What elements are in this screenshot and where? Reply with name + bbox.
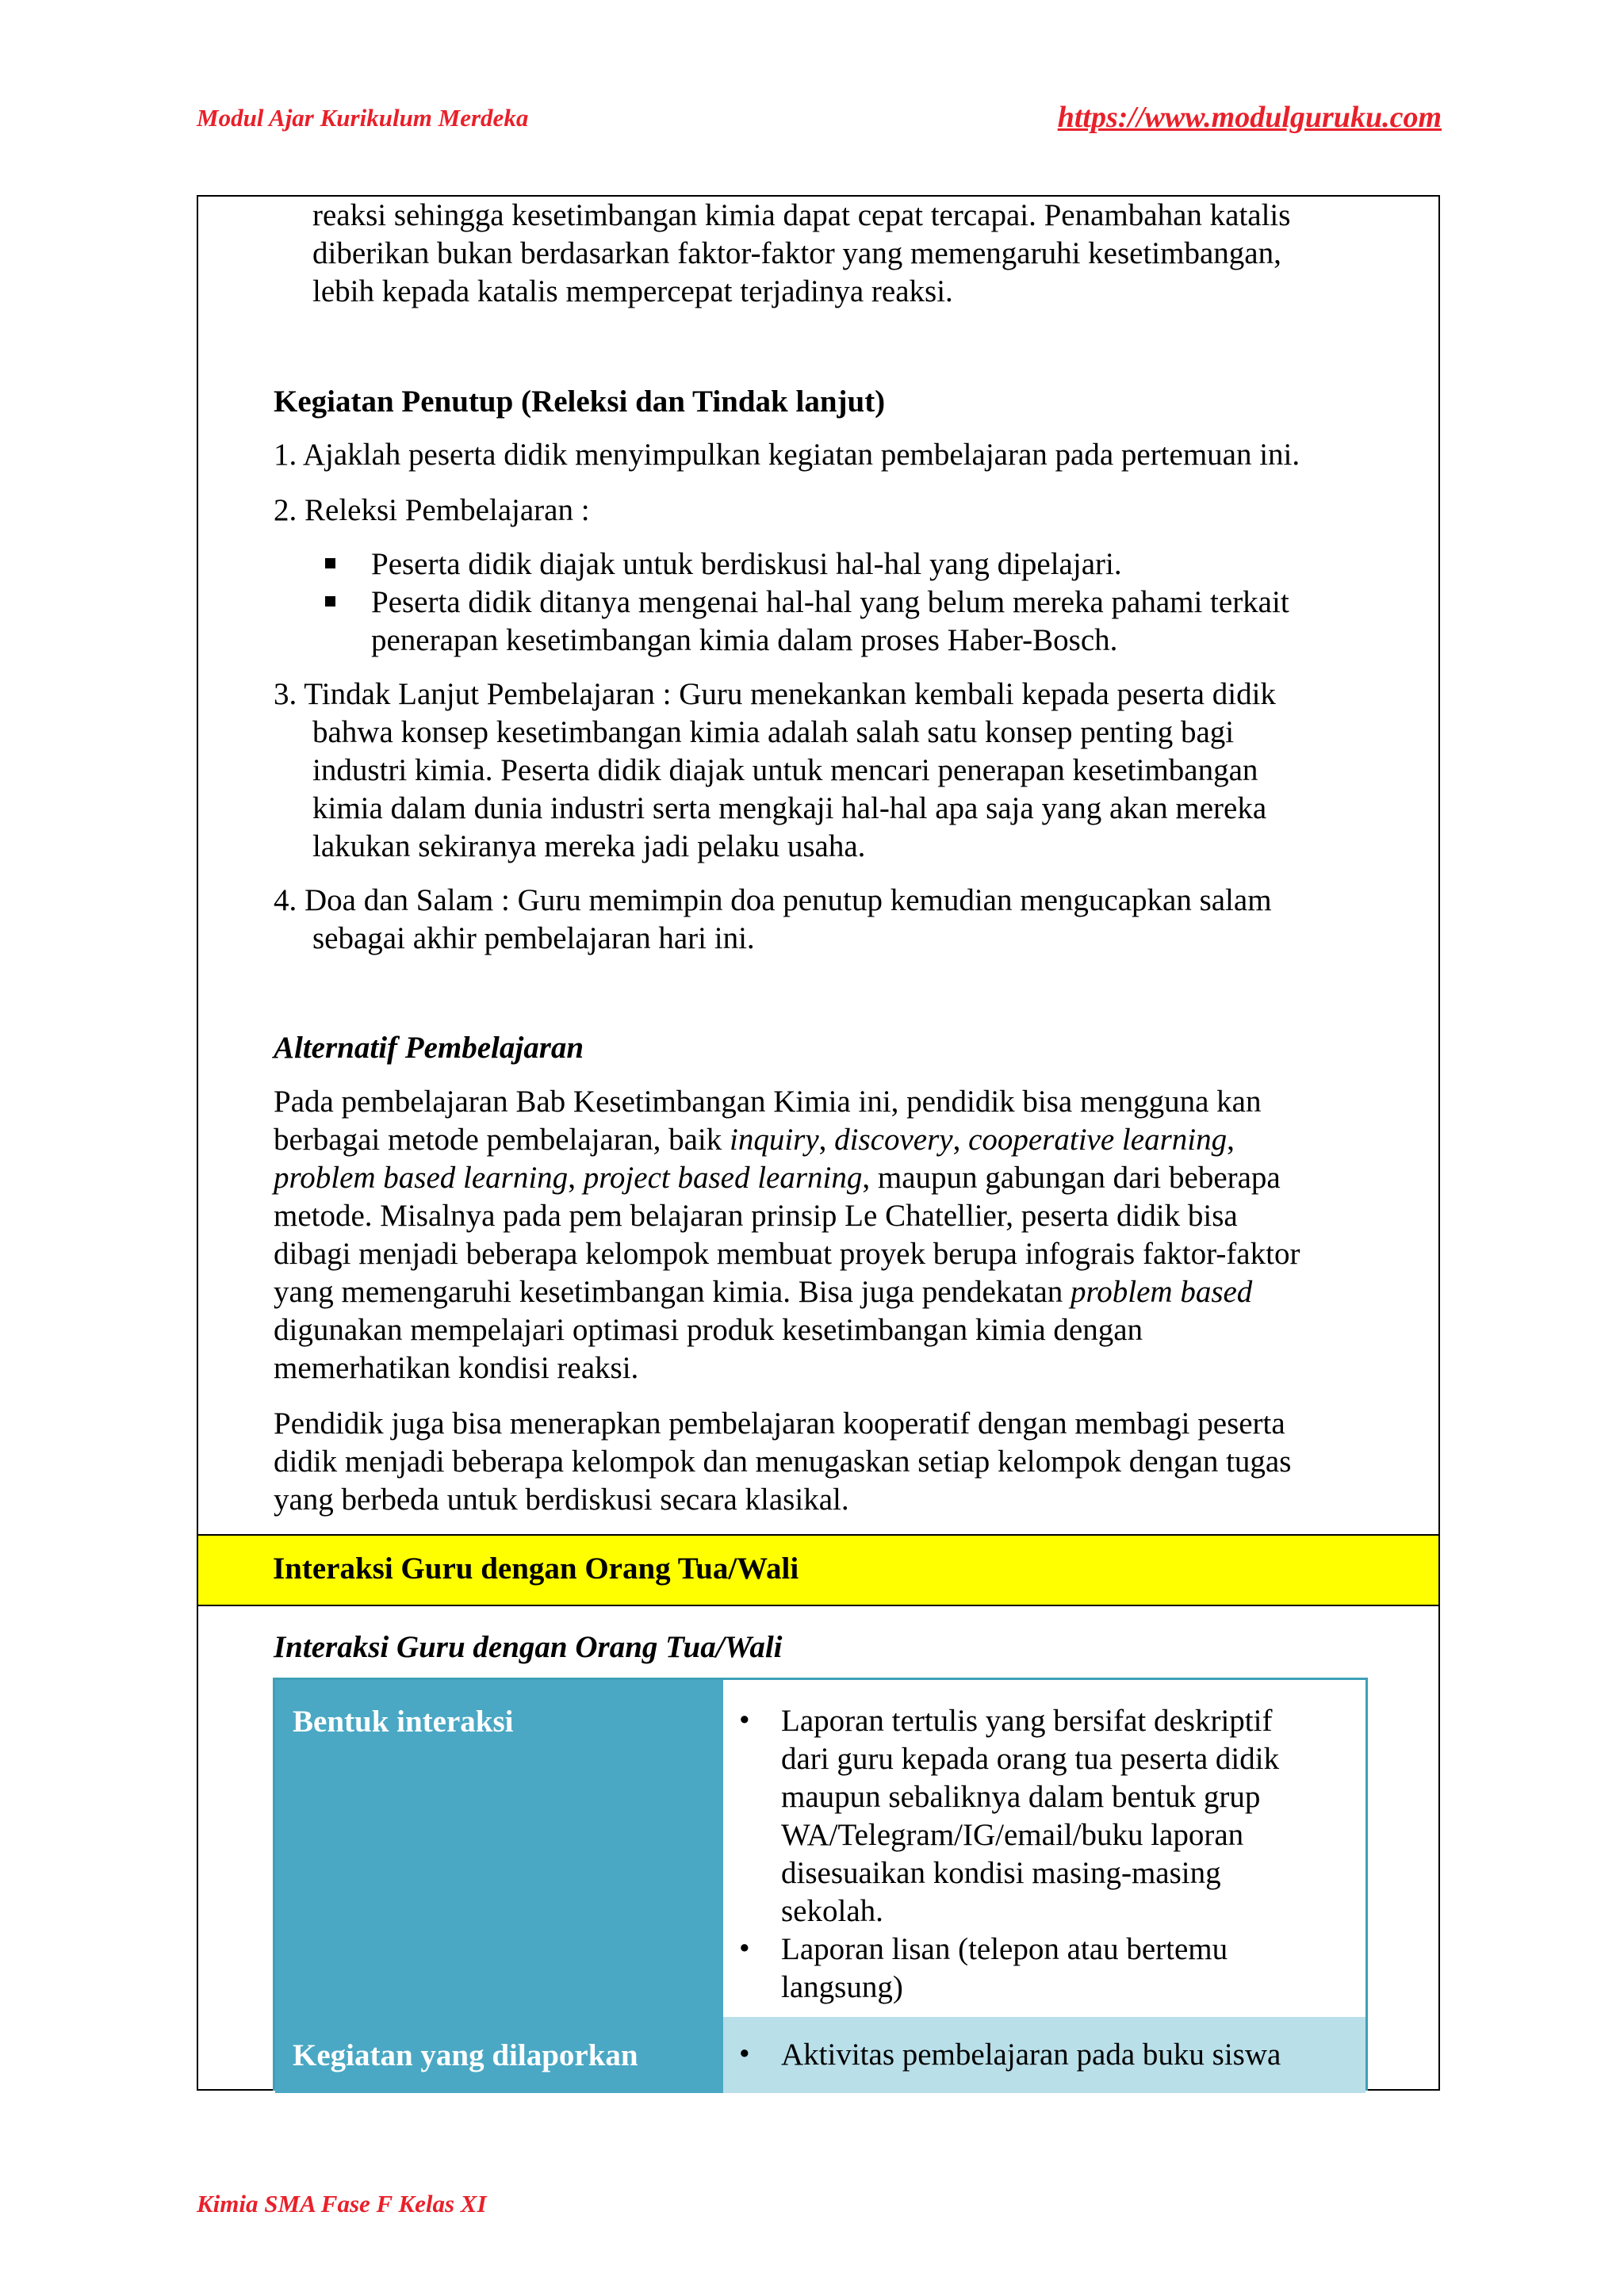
alternatif-p1-line: problem based learning, project based learning, maupun gabungan dari beberapa — [274, 1161, 1281, 1195]
penutup-bullet-1: Peserta didik diajak untuk berdiskusi hal-hal yang dipelajari. — [371, 547, 1122, 581]
interaksi-band-title: Interaksi Guru dengan Orang Tua/Wali — [273, 1552, 799, 1586]
bullet-icon: • — [739, 2037, 750, 2071]
bullet-icon: • — [739, 1703, 750, 1737]
penutup-heading: Kegiatan Penutup (Releksi dan Tindak lanjut) — [274, 385, 886, 419]
table-bullet-line: sekolah. — [781, 1894, 883, 1928]
alternatif-heading: Alternatif Pembelajaran — [274, 1031, 584, 1065]
penutup-item-3-line: lakukan sekiranya mereka jadi pelaku usaha. — [312, 829, 866, 863]
alternatif-p2-line: didik menjadi beberapa kelompok dan menugaskan setiap kelompok dengan tugas — [274, 1445, 1292, 1479]
alternatif-p1-line: Pada pembelajaran Bab Kesetimbangan Kimia ini, pendidik bisa mengguna kan — [274, 1085, 1262, 1119]
intro-line: lebih kepada katalis mempercepat terjadinya reaksi. — [312, 274, 953, 308]
bullet-icon: • — [739, 1931, 750, 1965]
square-bullet-icon — [325, 596, 335, 607]
table-row-label: Kegiatan yang dilaporkan — [293, 2038, 638, 2072]
intro-line: diberikan bukan berdasarkan faktor-faktor yang memengaruhi kesetimbangan, — [312, 236, 1281, 270]
alternatif-p1-line: dibagi menjadi beberapa kelompok membuat proyek berupa infograis faktor-faktor — [274, 1237, 1300, 1271]
table-bullet-line: disesuaikan kondisi masing-masing — [781, 1856, 1221, 1890]
penutup-item-1: 1. Ajaklah peserta didik menyimpulkan kegiatan pembelajaran pada pertemuan ini. — [274, 438, 1300, 472]
alternatif-p2-line: Pendidik juga bisa menerapkan pembelajaran kooperatif dengan membagi peserta — [274, 1406, 1285, 1441]
table-row-label: Bentuk interaksi — [293, 1705, 514, 1739]
footer-text: Kimia SMA Fase F Kelas XI — [197, 2190, 487, 2218]
table-bullet-line: Aktivitas pembelajaran pada buku siswa — [781, 2038, 1281, 2072]
penutup-bullet-2-line: Peserta didik ditanya mengenai hal-hal yang belum mereka pahami terkait — [371, 585, 1289, 619]
header-left-title: Modul Ajar Kurikulum Merdeka — [197, 104, 529, 132]
header-url-link[interactable]: https://www.modulguruku.com — [1057, 101, 1442, 134]
square-bullet-icon — [325, 558, 335, 568]
penutup-item-3-line: industri kimia. Peserta didik diajak untuk mencari penerapan kesetimbangan — [312, 753, 1258, 787]
table-row-label-cell — [275, 1680, 723, 2017]
alternatif-p1-line: memerhatikan kondisi reaksi. — [274, 1351, 639, 1385]
penutup-item-4-line: sebagai akhir pembelajaran hari ini. — [312, 921, 755, 955]
table-bullet-line: WA/Telegram/IG/email/buku laporan — [781, 1818, 1244, 1852]
table-bullet-line: maupun sebaliknya dalam bentuk grup — [781, 1780, 1261, 1814]
alternatif-p1-line: digunakan mempelajari optimasi produk kesetimbangan kimia dengan — [274, 1313, 1143, 1347]
table-bullet-line: Laporan lisan (telepon atau bertemu — [781, 1932, 1228, 1966]
interaksi-table — [273, 1678, 1368, 2091]
interaksi-subheading: Interaksi Guru dengan Orang Tua/Wali — [274, 1630, 783, 1664]
penutup-item-3-line: 3. Tindak Lanjut Pembelajaran : Guru menekankan kembali kepada peserta didik — [274, 677, 1276, 711]
table-row-value-cell — [723, 1680, 1365, 2017]
alternatif-p2-line: yang berbeda untuk berdiskusi secara klasikal. — [274, 1483, 849, 1517]
alternatif-p1-line: berbagai metode pembelajaran, baik inquiry, discovery, cooperative learning, — [274, 1123, 1235, 1157]
table-bullet-line: dari guru kepada orang tua peserta didik — [781, 1742, 1280, 1776]
table-bullet-line: langsung) — [781, 1970, 903, 2004]
table-row-value-cell — [723, 2017, 1365, 2093]
penutup-item-3-line: kimia dalam dunia industri serta mengkaji hal-hal apa saja yang akan mereka — [312, 791, 1267, 825]
alternatif-p1-line: yang memengaruhi kesetimbangan kimia. Bisa juga pendekatan problem based — [274, 1275, 1253, 1309]
alternatif-p1-line: metode. Misalnya pada pem belajaran prinsip Le Chatellier, peserta didik bisa — [274, 1199, 1238, 1233]
penutup-item-2: 2. Releksi Pembelajaran : — [274, 493, 590, 527]
penutup-item-3-line: bahwa konsep kesetimbangan kimia adalah salah satu konsep penting bagi — [312, 715, 1235, 749]
penutup-bullet-2-line: penerapan kesetimbangan kimia dalam proses Haber-Bosch. — [371, 623, 1118, 657]
intro-line: reaksi sehingga kesetimbangan kimia dapat cepat tercapai. Penambahan katalis — [312, 198, 1291, 232]
interaksi-band — [198, 1534, 1438, 1606]
table-row-label-cell — [275, 2017, 723, 2093]
penutup-item-4-line: 4. Doa dan Salam : Guru memimpin doa penutup kemudian mengucapkan salam — [274, 883, 1272, 917]
table-bullet-line: Laporan tertulis yang bersifat deskriptif — [781, 1704, 1273, 1738]
